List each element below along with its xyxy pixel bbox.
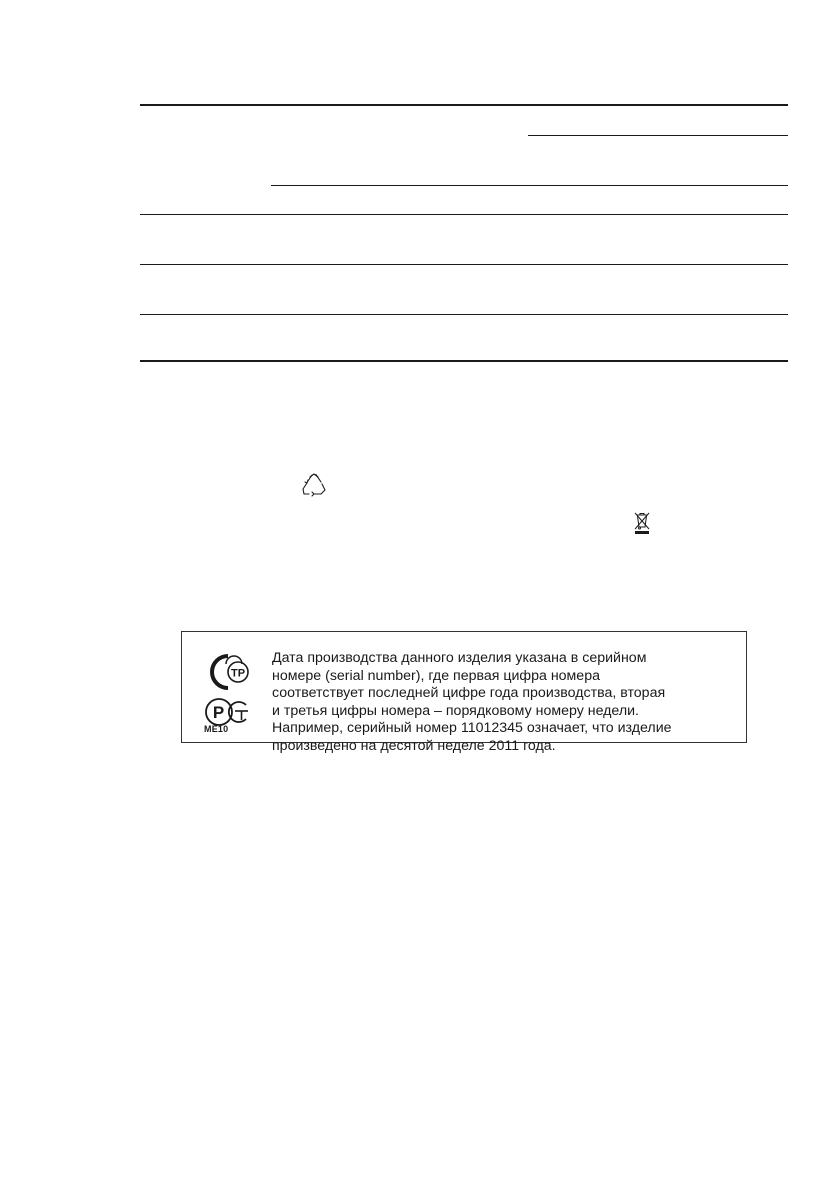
notice-line: произведено на десятой неделе 2011 года. — [272, 737, 556, 754]
table-row-rule-1 — [140, 264, 788, 265]
table-bottom-rule — [140, 360, 788, 362]
table-header-bottom-rule — [140, 214, 788, 215]
production-date-notice — [272, 650, 742, 756]
svg-text:ТР: ТР — [230, 667, 246, 680]
eac-ctr-mark-icon — [212, 656, 248, 688]
table-row-rule-2 — [140, 314, 788, 315]
crossed-bin-icon — [632, 510, 652, 536]
spec-table — [140, 104, 788, 362]
notice-line: Например, серийный номер 11012345 означает, что изделие — [272, 720, 672, 737]
certification-box — [181, 631, 747, 754]
notice-line: соответствует последней цифре года производства, вторая — [272, 685, 666, 702]
table-header-subrule-right — [528, 135, 788, 136]
logo-code: ME10 — [204, 724, 229, 734]
svg-text:Р: Р — [212, 703, 225, 722]
table-top-rule — [140, 104, 788, 106]
notice-line: номере (serial number), где первая цифра номера — [272, 667, 600, 684]
recycle-icon — [301, 472, 327, 498]
table-header-subrule — [271, 185, 788, 186]
notice-line: и третья цифры номера – порядковому номеру недели. — [272, 702, 639, 719]
notice-line: Дата производства данного изделия указана в серийном — [272, 650, 647, 666]
gost-r-pct-mark-icon — [206, 699, 248, 725]
